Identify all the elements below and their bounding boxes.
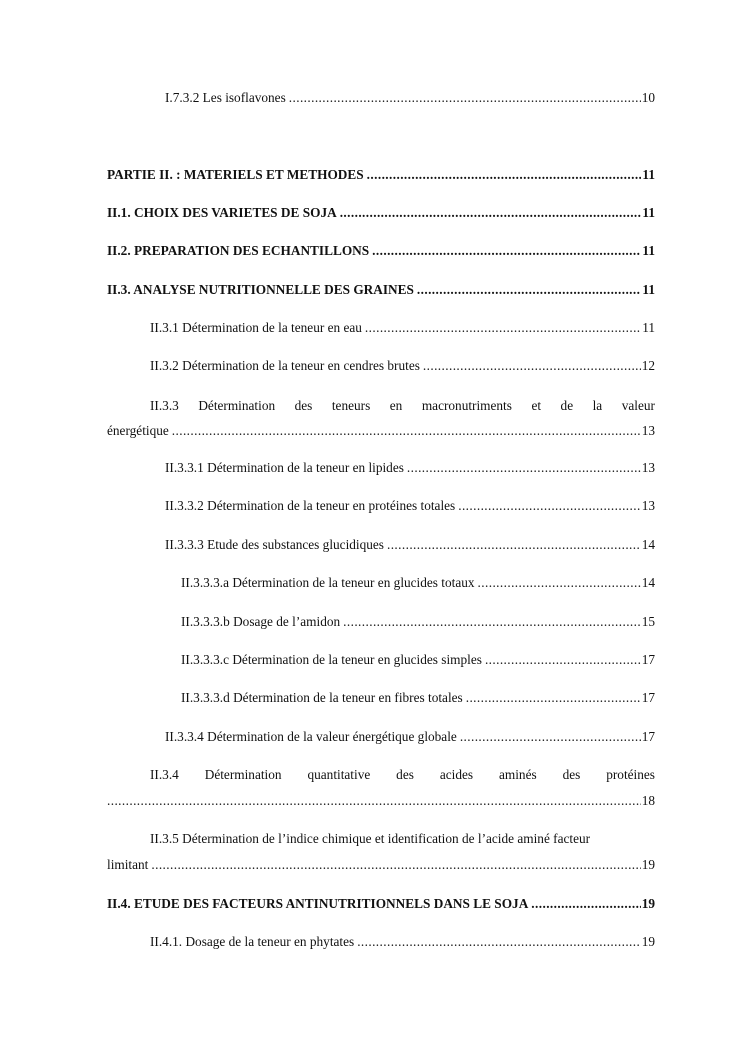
toc-word: II.3.4 — [150, 767, 179, 782]
toc-entry[interactable] — [181, 690, 655, 706]
toc-page-number: 11 — [642, 205, 655, 220]
toc-dot-leader — [460, 729, 641, 745]
toc-page-number: 11 — [642, 243, 655, 258]
toc-dot-leader — [365, 320, 641, 336]
toc-page-number: 11 — [642, 282, 655, 297]
toc-dot-leader — [107, 793, 641, 809]
toc-page-number: 10 — [641, 90, 655, 105]
toc-entry-label: II.2. PREPARATION DES ECHANTILLONS — [107, 243, 370, 258]
toc-page-number: 19 — [641, 934, 655, 949]
toc-entry-label: II.1. CHOIX DES VARIETES DE SOJA — [107, 205, 337, 220]
toc-dot-leader — [372, 243, 641, 259]
toc-word: teneurs — [331, 398, 371, 413]
toc-word: la — [592, 398, 603, 413]
toc-entry[interactable] — [107, 282, 655, 298]
toc-entry-label: II.4.1. Dosage de la teneur en phytates — [150, 934, 355, 949]
toc-word: quantitative — [307, 767, 371, 782]
toc-entry[interactable] — [181, 652, 655, 668]
toc-entry-label: II.3.3.4 Détermination de la valeur énergétique globale — [165, 729, 457, 744]
toc-dot-leader — [485, 652, 641, 668]
toc-page-number: 11 — [642, 167, 655, 182]
toc-dot-leader — [151, 857, 640, 873]
toc-dot-leader — [289, 90, 641, 106]
toc-word: des — [396, 767, 414, 782]
toc-dot-leader — [531, 896, 640, 912]
toc-entry[interactable] — [107, 793, 655, 809]
toc-entry-label: limitant — [107, 857, 149, 872]
toc-entry-label: II.3. ANALYSE NUTRITIONNELLE DES GRAINES — [107, 282, 414, 297]
toc-word: protéines — [606, 767, 655, 782]
toc-word: et — [531, 398, 542, 413]
toc-page-number: 13 — [641, 460, 655, 475]
toc-page-number: 18 — [641, 793, 655, 808]
toc-word: Détermination — [198, 398, 276, 413]
toc-entry-label: II.3.2 Détermination de la teneur en cendres brutes — [150, 358, 420, 373]
toc-page-number: 19 — [641, 857, 655, 872]
toc-entry-justified-line[interactable] — [150, 398, 655, 414]
toc-word: acides — [439, 767, 474, 782]
toc-entry-label: II.3.3.3.d Détermination de la teneur en fibres totales — [181, 690, 463, 705]
toc-entry-label: II.3.5 Détermination de l’indice chimique et identification de l’acide aminé facteur — [150, 831, 591, 846]
toc-dot-leader — [458, 498, 640, 514]
toc-dot-leader — [357, 934, 641, 950]
toc-dot-leader — [340, 205, 642, 221]
toc-entry[interactable] — [165, 460, 655, 476]
toc-entry[interactable] — [150, 320, 655, 336]
toc-entry-label: II.3.3.3.a Détermination de la teneur en glucides totaux — [181, 575, 475, 590]
toc-page-number: 13 — [641, 423, 655, 438]
toc-word: de — [560, 398, 574, 413]
toc-word: II.3.3 — [150, 398, 179, 413]
toc-page-number: 17 — [641, 652, 655, 667]
toc-entry[interactable] — [165, 729, 655, 745]
toc-dot-leader — [387, 537, 641, 553]
toc-dot-leader — [367, 167, 642, 183]
toc-entry[interactable] — [150, 934, 655, 950]
toc-entry[interactable] — [107, 243, 655, 259]
toc-word: aminés — [498, 767, 537, 782]
toc-entry-label: II.3.3.3.c Détermination de la teneur en glucides simples — [181, 652, 482, 667]
toc-dot-leader — [343, 614, 641, 630]
toc-entry-label: II.3.3.2 Détermination de la teneur en protéines totales — [165, 498, 456, 513]
toc-entry[interactable] — [165, 90, 655, 106]
toc-page-number: 14 — [641, 575, 655, 590]
toc-entry-label: énergétique — [107, 423, 169, 438]
toc-entry[interactable] — [107, 857, 655, 873]
toc-dot-leader — [407, 460, 641, 476]
toc-entry[interactable] — [107, 167, 655, 183]
toc-dot-leader — [478, 575, 641, 591]
toc-word: des — [294, 398, 313, 413]
toc-entry[interactable] — [150, 358, 655, 374]
toc-entry[interactable] — [181, 614, 655, 630]
toc-entry[interactable] — [107, 205, 655, 221]
toc-dot-leader — [172, 423, 641, 439]
toc-entry-label: II.3.3.3.b Dosage de l’amidon — [181, 614, 341, 629]
toc-page-number: 19 — [641, 896, 655, 911]
toc-page-number: 14 — [641, 537, 655, 552]
toc-page-number: 17 — [641, 690, 655, 705]
toc-word: macronutriments — [421, 398, 512, 413]
toc-page-number: 12 — [641, 358, 655, 373]
toc-entry-label: II.3.3.1 Détermination de la teneur en lipides — [165, 460, 404, 475]
toc-word: valeur — [621, 398, 655, 413]
toc-page-number: 15 — [641, 614, 655, 629]
toc-page-number: 17 — [641, 729, 655, 744]
toc-entry[interactable] — [107, 896, 655, 912]
toc-dot-leader — [417, 282, 642, 298]
toc-entry[interactable] — [165, 498, 655, 514]
toc-entry-justified-line[interactable] — [150, 767, 655, 783]
toc-word: des — [562, 767, 581, 782]
toc-entry[interactable] — [165, 537, 655, 553]
toc-entry-label: II.3.3.3 Etude des substances glucidiques — [165, 537, 384, 552]
toc-entry-label: II.3.1 Détermination de la teneur en eau — [150, 320, 362, 335]
toc-page-number: 11 — [642, 320, 655, 335]
toc-entry-label: I.7.3.2 Les isoflavones — [165, 90, 286, 105]
toc-entry-first-line[interactable] — [150, 831, 655, 847]
toc-page-number: 13 — [641, 498, 655, 513]
toc-word: Détermination — [204, 767, 282, 782]
toc-entry[interactable] — [181, 575, 655, 591]
toc-word: en — [389, 398, 403, 413]
toc-dot-leader — [423, 358, 641, 374]
toc-entry-label: PARTIE II. : MATERIELS ET METHODES — [107, 167, 364, 182]
toc-dot-leader — [466, 690, 641, 706]
toc-entry[interactable] — [107, 423, 655, 439]
toc-entry-label: II.4. ETUDE DES FACTEURS ANTINUTRITIONNELS DANS LE SOJA — [107, 896, 529, 911]
